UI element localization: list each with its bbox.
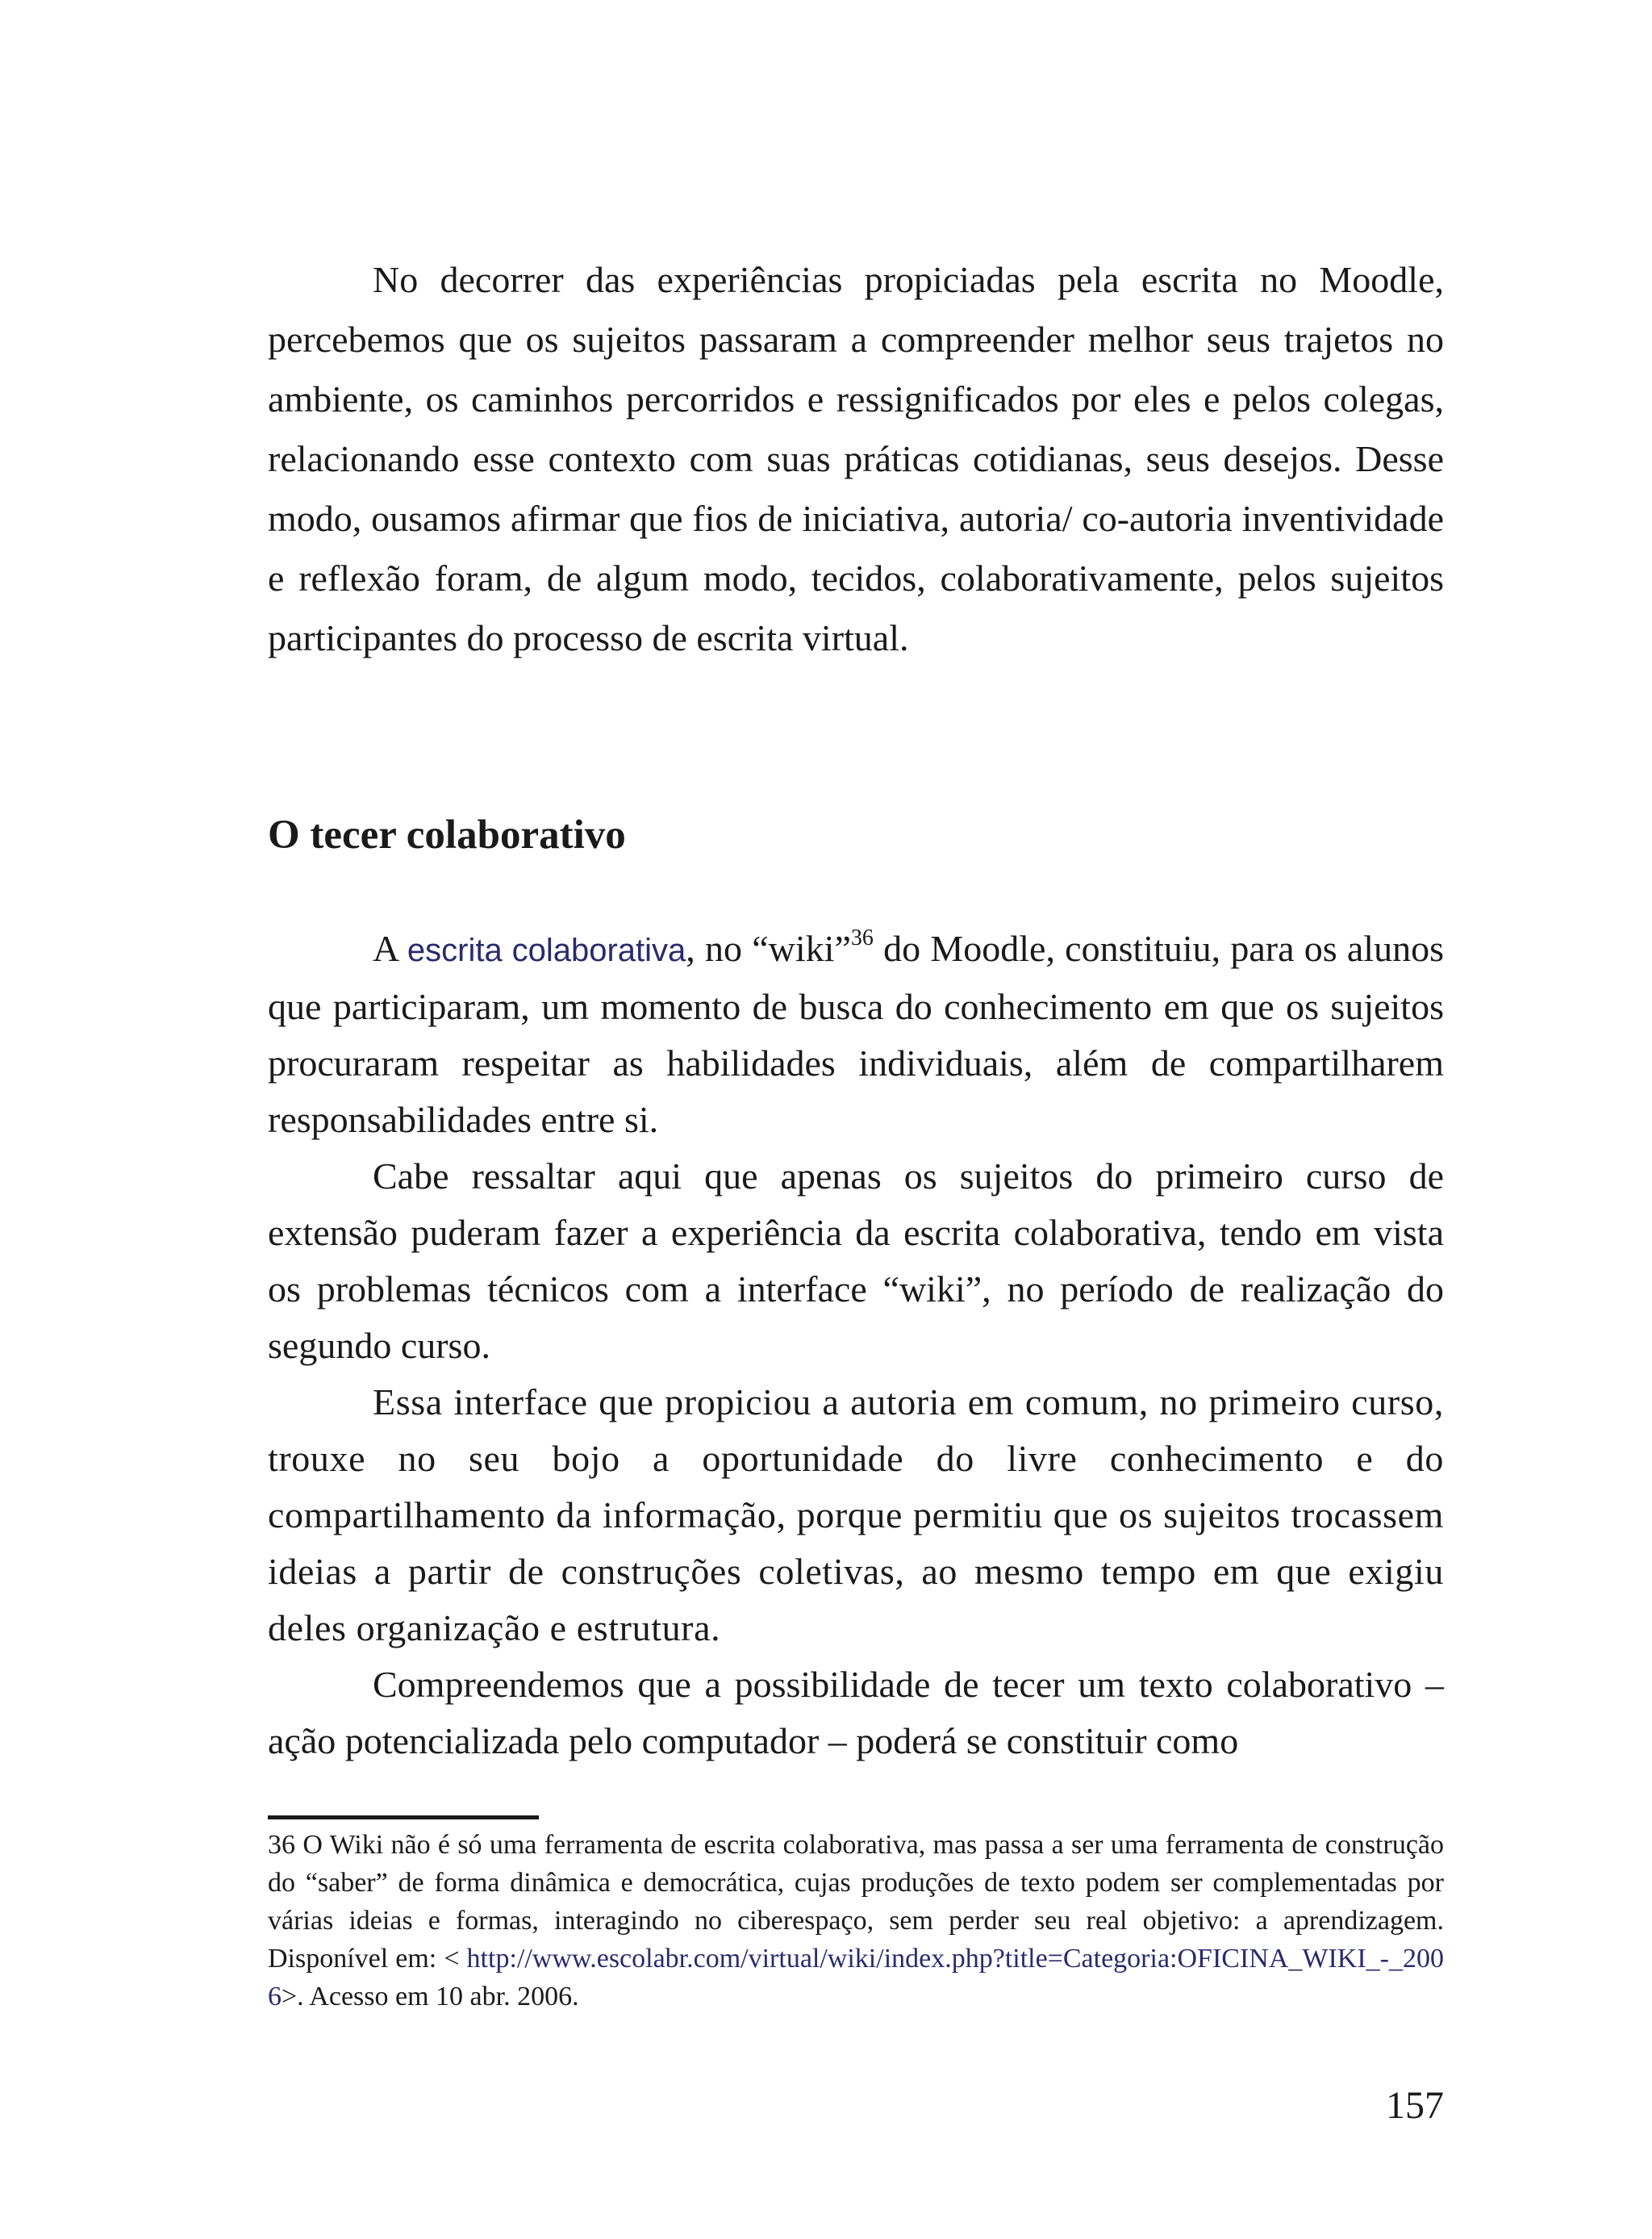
body-paragraph: No decorrer das experiências propiciadas pela escrita no Moodle, percebemos que os sujeitos passaram a compreender melhor seus trajetos no ambiente, os caminhos percorridos e ressignificados por eles e pelos colegas, relacionando esse contexto com suas práticas cotidianas, seus desejos. Desse modo, ousamos afirmar que fios de iniciativa, autoria/ co-autoria inventividade e reflexão foram, de algum modo, tecidos, colaborativamente, pelos sujeitos participantes do processo de escrita virtual.	[268, 259, 1444, 658]
body-paragraph: Essa interface que propiciou a autoria em comum, no primeiro curso, trouxe no seu bojo a oportunidade do livre conhecimento e do compartilhamento da informação, porque permitiu que os sujeitos trocassem ideias a partir de construções coletivas, ao mesmo tempo em que exigiu deles organização e estrutura.	[268, 1381, 1444, 1648]
page-number: 157	[1386, 2084, 1444, 2127]
section-heading: O tecer colaborativo	[268, 812, 626, 858]
footnote-separator	[268, 1815, 539, 1819]
escrita-colaborativa-link[interactable]: escrita colaborativa	[407, 933, 686, 968]
footnote-text: O Wiki não é só uma ferramenta de escrita colaborativa, mas passa a ser uma ferramenta de construção do “saber” de forma dinâmica e democrática, cujas produções de texto podem ser complementadas por várias ideias e formas, interagindo no ciberespaço, sem perder seu real objetivo: a aprendizagem. Disponível em: <	[268, 1830, 1444, 1974]
footnote-block	[268, 1826, 1444, 2016]
body-paragraph: Compreendemos que a possibilidade de tecer um texto colaborativo – ação potencializada pelo computador – poderá se constituir como	[268, 1664, 1444, 1761]
paragraph-mid: , no “wiki”	[686, 928, 851, 969]
paragraph-rest: do Moodle, constituiu, para os alunos que participaram, um momento de busca do conhecimento em que os sujeitos procuraram respeitar as habilidades individuais, além de compartilharem responsabilidades entre si.	[268, 928, 1444, 1140]
footnote	[268, 1826, 1444, 2016]
section-body	[268, 921, 1444, 1769]
body-paragraph-1-block	[268, 250, 1444, 668]
footnote-url-link[interactable]: http://www.escolabr.com/virtual/wiki/index.php?title=Categoria:OFICINA_WIKI_-_2006	[268, 1944, 1444, 2011]
paragraph-lead: A	[373, 928, 407, 969]
body-paragraph: Cabe ressaltar aqui que apenas os sujeitos do primeiro curso de extensão puderam fazer a experiência da escrita colaborativa, tendo em vista os problemas técnicos com a interface “wiki”, no período de realização do segundo curso.	[268, 1155, 1444, 1366]
body-paragraph	[268, 921, 1444, 1148]
footnote-tail: >. Acesso em 10 abr. 2006.	[282, 1982, 579, 2011]
footnote-reference[interactable]: 36	[850, 925, 874, 950]
footnote-number: 36	[268, 1830, 295, 1860]
